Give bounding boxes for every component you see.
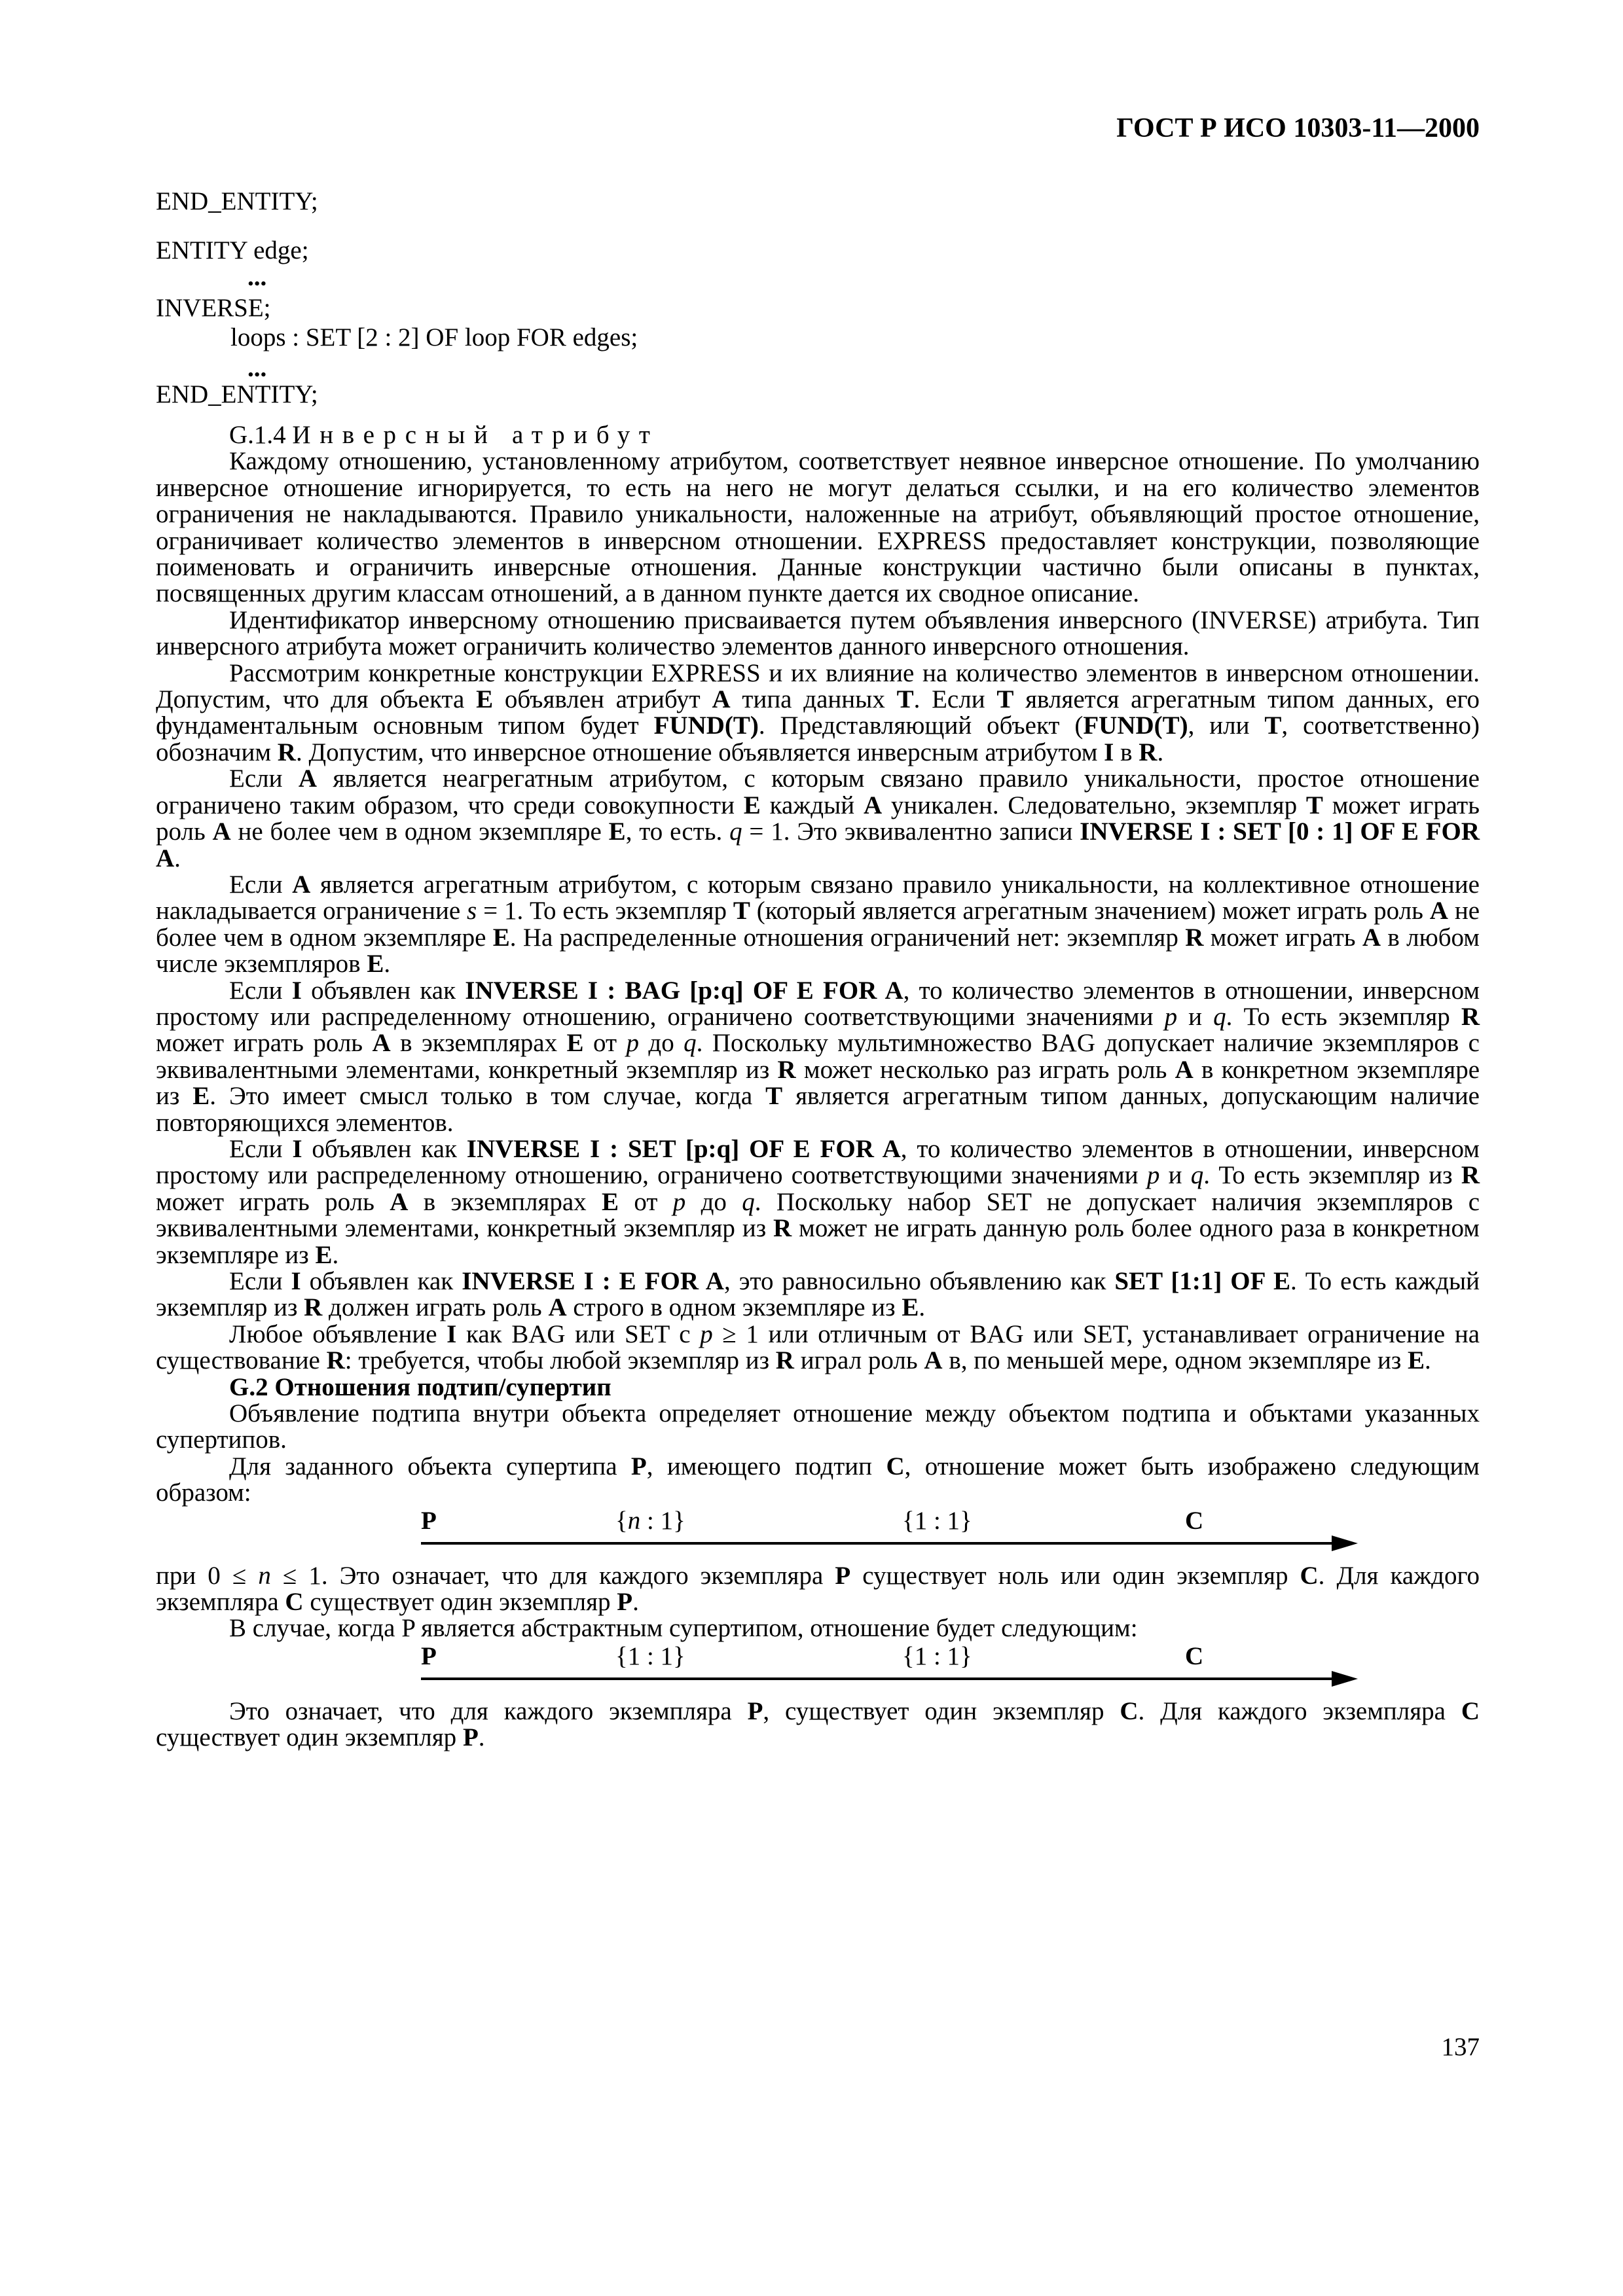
paragraph: Объявление подтипа внутри объекта определяет отношение между объектом подтипа и объктами указанных супертипов. — [156, 1399, 1480, 1454]
arrow-head-icon — [1332, 1535, 1358, 1551]
paragraph: Если A является неагрегатным атрибутом, с которым связано правило уникальности, простое отношение ограничено таким образом, что среди совокупности E каждый A уникален. Следовательно, экземпляр T может играть роль A не более чем в одном экземпляре E, то есть. q = 1. Это эквивалентно записи INVERSE I : SET [0 : 1] OF E FOR A. — [156, 764, 1480, 872]
subtype-label: C — [1185, 1506, 1204, 1535]
section-heading: G.2 Отношения подтип/супертип — [229, 1372, 611, 1401]
paragraph: Каждому отношению, установленному атрибутом, соответствует неявное инверсное отношение. По умолчанию инверсное отношение игнорируется, то есть на него не могут делаться ссылки, и на его количество элементов ограничения не накладываются. Правило уникальности, наложенные на атрибут, объявляющий простое отношение, ограничивает количество элементов в инверсном отношении. EXPRESS предоставляет конструкции, позволяющие поименовать и ограничить инверсные отношения. Данные конструкции частично были описаны в пунктах, посвященных другим классам отношений, а в данном пункте дается их сводное описание. — [156, 447, 1480, 608]
arrow-line — [421, 1677, 1334, 1680]
paragraph: Если A является агрегатным атрибутом, с которым связано правило уникальности, на коллективное отношение накладывается ограничение s = 1. То есть экземпляр T (который является агрегатным значением) может играть роль A не более чем в одном экземпляре E. На распределенные отношения ограничений нет: экземпляр R может играть A в любом числе экземпляров E. — [156, 870, 1480, 978]
paragraph: Рассмотрим конкретные конструкции EXPRESS и их влияние на количество элементов в инверсном отношении. Допустим, что для объекта E объявлен атрибут A типа данных T. Если T является агрегатным типом данных, его фундаментальным основным типом будет FUND(T). Представляющий объект (FUND(T), или T, соответственно) обозначим R. Допустим, что инверсное отношение объявляется инверсным атрибутом I в R. — [156, 658, 1480, 766]
cardinality-label: {1 : 1} — [615, 1641, 685, 1670]
subtype-label: C — [1185, 1641, 1204, 1670]
arrow-line — [421, 1542, 1334, 1545]
code-line: END_ENTITY; — [156, 380, 318, 408]
paragraph: при 0 ≤ n ≤ 1. Это означает, что для каждого экземпляра P существует ноль или один экземпляр C. Для каждого экземпляра C существует один экземпляр P. — [156, 1561, 1480, 1617]
code-line: ENTITY edge; — [156, 236, 309, 264]
code-line: END_ENTITY; — [156, 187, 318, 215]
subsection-number: G.1.4 — [229, 421, 286, 449]
body-text — [156, 422, 1480, 1751]
arrow-head-icon — [1332, 1671, 1358, 1687]
cardinality-label: {1 : 1} — [902, 1641, 972, 1670]
subsection-title: Инверсный атрибут — [292, 421, 659, 449]
paragraph: Если I объявлен как INVERSE I : SET [p:q] OF E FOR A, то количество элементов в отношении, инверсном простому или распределенному отношению, ограничено соответствующими значениями p и q. То есть экземпляр из R может играть роль A в экземплярах E от p до q. Поскольку набор SET не допускает наличия экземпляров с эквивалентными элементами, конкретный экземпляр из R может не играть данную роль более одного раза в конкретном экземпляре из E. — [156, 1134, 1480, 1269]
subsection-heading — [156, 422, 1480, 448]
paragraph: В случае, когда P является абстрактным супертипом, отношение будет следующим: — [229, 1614, 1138, 1643]
paragraph: Если I объявлен как INVERSE I : E FOR A, это равносильно объявлению как SET [1:1] OF E. То есть каждый экземпляр из R должен играть роль A строго в одном экземпляре из E. — [156, 1267, 1480, 1322]
code-ellipsis: ... — [247, 354, 267, 382]
page-number: 137 — [1441, 2033, 1480, 2061]
paragraph: Это означает, что для каждого экземпляра P, существует один экземпляр C. Для каждого экземпляра C существует один экземпляр P. — [156, 1696, 1480, 1752]
paragraph: Идентификатор инверсному отношению присваивается путем объявления инверсного (INVERSE) атрибута. Тип инверсного атрибута может ограничить количество элементов данного инверсного отношения. — [156, 605, 1480, 661]
supertype-label: P — [421, 1641, 437, 1670]
paragraph: Если I объявлен как INVERSE I : BAG [p:q] OF E FOR A, то количество элементов в отношении, инверсном простому или распределенному отношению, ограничено соответствующими значениями p и q. То есть экземпляр R может играть роль A в экземплярах E от p до q. Поскольку мультимножество BAG допускает наличие экземпляров с эквивалентными элементами, конкретный экземпляр из R может несколько раз играть роль A в конкретном экземпляре из E. Это имеет смысл только в том случае, когда T является агрегатным типом данных, допускающим наличие повторяющихся элементов. — [156, 976, 1480, 1137]
cardinality-label: {n : 1} — [615, 1506, 685, 1535]
supertype-label: P — [421, 1506, 437, 1535]
code-ellipsis: ... — [247, 263, 267, 291]
relationship-diagram — [156, 1508, 1480, 1559]
relationship-diagram — [156, 1643, 1480, 1695]
paragraph: Для заданного объекта супертипа P, имеющего подтип C, отношение может быть изображено следующим образом: — [156, 1452, 1480, 1507]
code-line: loops : SET [2 : 2] OF loop FOR edges; — [230, 323, 638, 351]
cardinality-label: {1 : 1} — [902, 1506, 972, 1535]
code-line: INVERSE; — [156, 294, 271, 322]
paragraph: Любое объявление I как BAG или SET с p ≥ 1 или отличным от BAG или SET, устанавливает ограничение на существование R: требуется, чтобы любой экземпляр из R играл роль A в, по меньшей мере, одном экземпляре из E. — [156, 1319, 1480, 1375]
document-id-header: ГОСТ Р ИСО 10303-11—2000 — [1116, 113, 1480, 143]
